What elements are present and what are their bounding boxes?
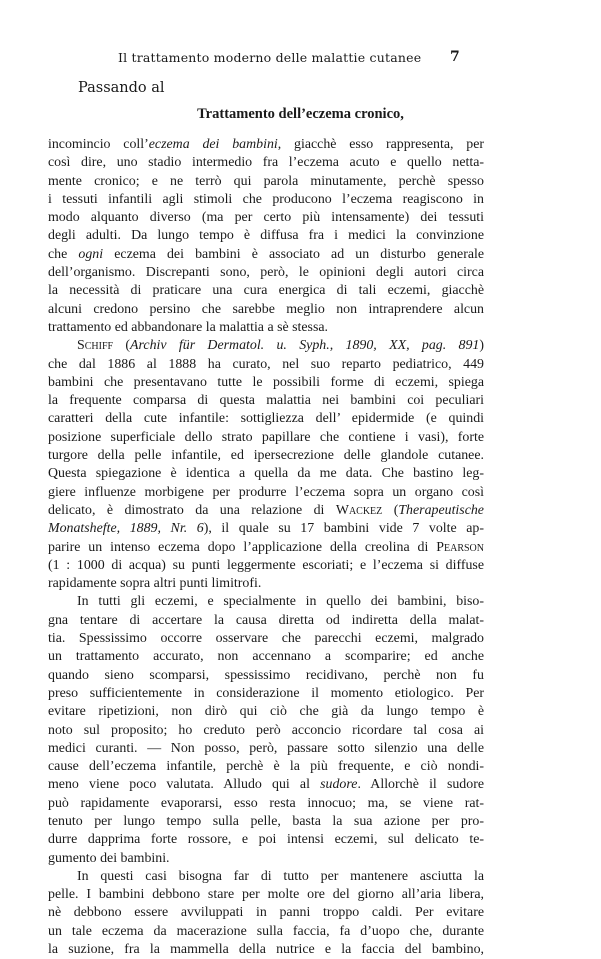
text-line: Monatshefte, 1889, Nr. 6), il quale su 17 bambini vide 7 volte ap- (48, 521, 484, 537)
text-line: la frequente comparsa di questa malattia nei bambini coi peculiari (48, 393, 484, 409)
text-line: posizione superficiale dello strato papillare che contiene i vasi), forte (48, 429, 484, 445)
text-line: così dire, uno stadio intermedio fra l’eczema acuto e quello netta- (48, 155, 484, 171)
text-line: medici curanti. — Non posso, però, passare sotto silenzio una delle (48, 740, 484, 756)
text-line: tenuto per lungo tempo sulla pelle, basta la sua azione per pro- (48, 813, 484, 829)
citation: Archiv für Dermatol. u. Syph., 1890, XX, pag. 891 (130, 338, 480, 354)
text-line: trattamento ed abbandonare la malattia a sè stessa. (48, 319, 329, 335)
text-line: incomincio coll’eczema dei bambini, giacchè esso rappresenta, per (48, 137, 485, 152)
text-line: delicato, è dimostrato da una relazione di Wackez (Therapeutische (48, 502, 484, 518)
text-line: quando sieno scomparsi, spessissimo recidivano, perchè non fu (48, 667, 484, 683)
text-line: In questi casi bisogna far di tutto per mantenere asciutta la (77, 868, 484, 884)
text-line: parire un intenso eczema dopo l’applicazione della creolina di Pearson (48, 539, 484, 555)
text-line: preso sufficientemente in considerazione il momento etiologico. Per (48, 685, 484, 701)
text-line: che ogni eczema dei bambini è associato ad un disturbo generale (48, 246, 485, 262)
text-line: i tessuti infantili agli stimoli che producono l’eczema reagiscono in (48, 191, 484, 207)
text-line: meno viene poco valutata. Alludo qui al sudore. Allorchè il sudore (48, 777, 484, 793)
text-line: modo alquanto diverso (ma per certo più intensamente) dei tessuti (48, 210, 484, 226)
text-line: nè debbono essere avviluppati in panni troppo caldi. Per evitare (48, 905, 484, 921)
text-line: rapidamente sopra altri punti limitrofi. (48, 576, 262, 592)
text-line: In tutti gli eczemi, e specialmente in quello dei bambini, biso- (77, 594, 484, 610)
text-line: turgore della pelle infantile, ed ipersecrezione delle glandole cutanee. (48, 448, 484, 464)
text-line: dell’organismo. Discrepanti sono, però, le opinioni degli autori circa (48, 265, 484, 281)
text-line: cause dell’eczema infantile, perchè è la più frequente, e ciò nondi- (48, 759, 484, 775)
paragraph (48, 136, 484, 337)
text-line: noto sul proposito; ho creduto però acconcio ricordare tal cosa ai (48, 722, 484, 738)
paragraph (48, 337, 484, 593)
text-line: degli adulti. Da lungo tempo è diffusa fra i medici la convinzione (48, 228, 484, 244)
text-line: mente cronico; e ne terrò qui parola minutamente, perchè spesso (48, 173, 484, 189)
paragraph (48, 593, 484, 867)
text-line: giere influenze morbigene per produrre l’eczema sopra un organo così (48, 484, 484, 500)
text-line: caratteri della cute infantile: sottigliezza dell’ epidermide (e quindi (48, 411, 484, 427)
text-line: la suzione, fra la mammella della nutrice e la faccia del bambino, (48, 942, 484, 958)
page-number: 7 (450, 49, 460, 65)
text-line: durre dapprima forte rossore, e poi intensi eczemi, sul delicato te- (48, 832, 484, 848)
section-heading: Trattamento dell’eczema cronico, (197, 106, 404, 122)
emphasis: eczema dei bambini (148, 137, 278, 152)
text-line: bambini che presentavano tutte le possibili forme di eczemi, spiega (48, 374, 484, 390)
author-name: Schiff (77, 338, 114, 354)
author-name: Pearson (436, 539, 484, 555)
text-line: un tale eczema da macerazione sulla faccia, fa d’uopo che, durante (48, 923, 484, 939)
text-line: (1 : 1000 di acqua) su punti leggermente escoriati; e l’eczema si diffuse (48, 557, 484, 573)
author-name: Wackez (335, 502, 383, 518)
emphasis: sudore (320, 777, 358, 793)
text-line: può rapidamente evaporarsi, esso resta innocuo; ma, se viene rat- (48, 795, 484, 811)
paragraph (48, 868, 484, 959)
body-text (48, 136, 484, 959)
text-line: che dal 1886 al 1888 ha curato, nel suo reparto pediatrico, 449 (48, 356, 484, 372)
text-line: gna tentare di accertare la causa diretta od indiretta della malat- (48, 612, 484, 628)
text-line: alcuni credono persino che sarebbe meglio non intraprendere alcun (48, 301, 484, 317)
text-line: tia. Spessissimo occorre osservare che parecchi eczemi, malgrado (48, 631, 484, 647)
intro-phrase: Passando al (78, 80, 165, 96)
text-line: un trattamento accurato, non accennano a scomparire; ed anche (48, 649, 484, 665)
citation: Monatshefte, 1889, Nr. 6 (48, 521, 204, 537)
text-line: Questa spiegazione è identica a quella da me data. Che bastino leg- (48, 466, 484, 482)
text-line: la necessità di praticare una cura energica di tali eczemi, giacchè (48, 283, 484, 299)
text-line: pelle. I bambini debbono stare per molte ore del giorno all’aria libera, (48, 887, 484, 903)
citation: Therapeutische (398, 502, 484, 518)
text-line: Schiff (Archiv für Dermatol. u. Syph., 1890, XX, pag. 891) (77, 338, 484, 354)
text-line: gumento dei bambini. (48, 850, 170, 866)
running-head: Il trattamento moderno delle malattie cutanee (118, 50, 422, 65)
emphasis: ogni (78, 246, 104, 262)
text-line: evitare ripetizioni, non dirò qui ciò che già da lungo tempo è (48, 704, 484, 720)
